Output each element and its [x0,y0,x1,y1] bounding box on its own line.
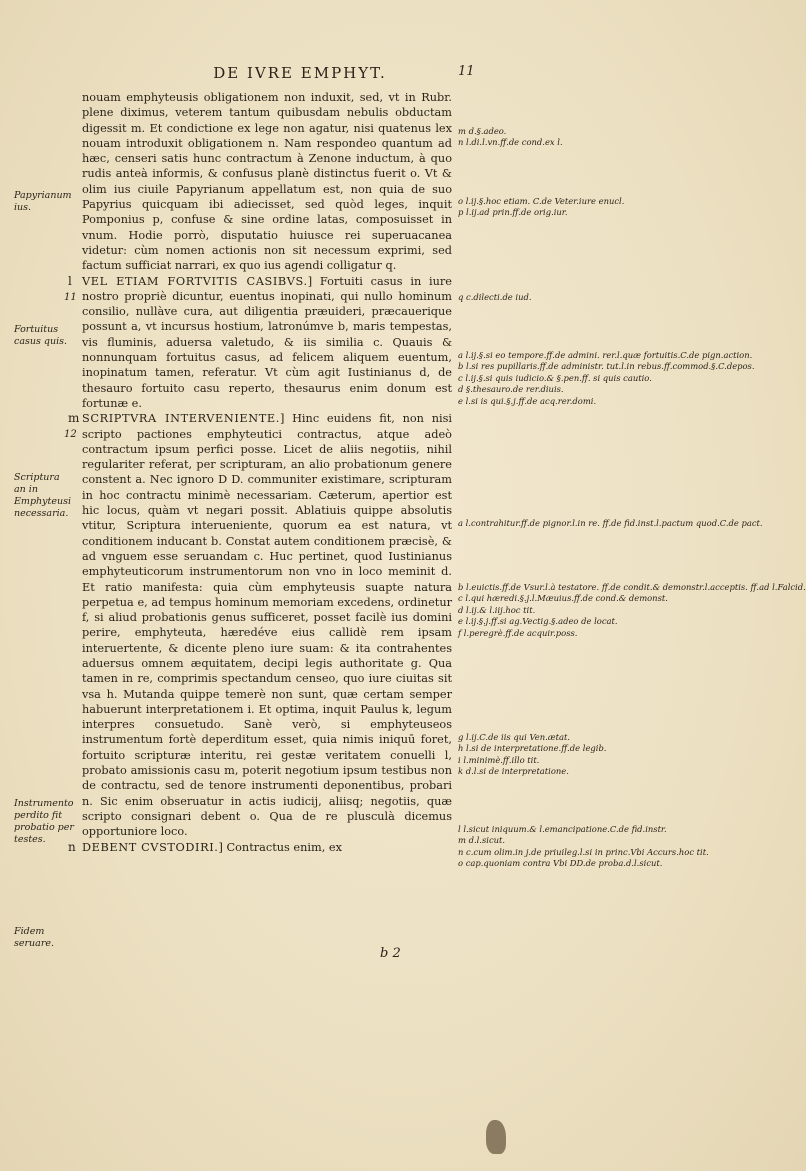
citations-group-1 [458,126,690,149]
citation: p l.ij.ad prin.ff.de orig.iur. [458,207,568,218]
signature-mark: b 2 [380,946,401,961]
citation: f l.peregrè.ff.de acquir.poss. [458,627,578,638]
paragraph-scriptura [64,411,452,839]
citation: d l.ij.& l.iij.hoc tit. [458,604,536,615]
citation: d §.thesauro.de rer.diuis. [458,384,564,395]
section-body: ] Contractus enim, ex [218,840,342,854]
section-letter: m [68,411,80,426]
main-text [64,90,452,855]
left-note-fortuitus: Fortuitus casus quis. [14,324,68,347]
citations-group-2 [458,196,690,219]
citation: o l.ij.§.hoc etiam. C.de Veter.iure enucl. [458,196,625,206]
citation: a l.ij.§.si eo tempore.ff.de admini. rer.l.quæ fortuitis.C.de pign.action. [458,350,753,360]
section-letter: l [68,273,72,288]
citation: m d.§.adeo. [458,126,507,136]
citation: m d.l.sicut. [458,835,506,846]
citations-group-5 [458,518,763,529]
section-number: 12 [64,429,77,441]
citations-group-8 [458,824,709,870]
citation: o cap.quoniam contra Vbi DD.de proba.d.l.sicut. [458,858,663,869]
section-letter: n [68,839,76,854]
citation: h l.si de interpretatione.ff.de legib. [458,743,607,754]
citation: e l.si is qui.§.j.ff.de acq.rer.domi. [458,395,597,406]
paragraph-intro: nouam emphyteusis obligationem non induxit, sed, vt in Rubr. plene diximus, veterem tantum quibusdam nebulis obductam digessit m. Et condictione ex lege non agatur, nisi quatenus lex nouam introduxit obligationem n. Nam respondeo quantum ad hæc, censeri satis hunc contractum à Zenone inductum, à quo rudis anteà informis, & confusus planè distinctus fuerit o. Vt & olim ius ciuile Papyrianum appellatum est, non quia de suo Papyrius quicquam ibi adiecisset, sed quòd leges, inquit Pomponius p, confuse & sine ordine latas, composuisset in vnum. Hodie porrò, disputatio huiusce rei superuacanea videtur: cùm nomen actionis non sit necessum exprimi, sed factum sufficiat narrari, ex quo ius agendi colligatur q. [82,91,452,273]
paragraph-custodiri [68,839,452,855]
citation: k d.l.si de interpretatione. [458,766,569,777]
section-lemma: DEBENT CVSTODIRI. [82,840,219,854]
citation: q c.dilecti.de iud. [458,292,532,302]
citation: c l.ij.§.si quis iudicio.& §.pen.ff. si quis cautio. [458,372,652,383]
running-head: DE IVRE EMPHYT. [213,64,387,82]
citation: b l.si res pupillaris.ff.de administr. tut.l.in rebus.ff.commod.§.C.depos. [458,361,755,372]
citations-group-4 [458,350,755,407]
section-number: 11 [64,291,77,303]
page-number: 11 [458,64,475,79]
section-lemma: SCRIPTVRA INTERVENIENTE. [82,412,280,426]
section-body: ] Hinc euidens fit, non nisi scripto pactiones emphyteutici contractus, atque adeò contractum ipsum perfici posse. Licet de aliis negotiis, nihil regulariter referat, per scripturam, an alio probationum genere constent a. Nec ignoro D D. communiter existimare, scripturam in hoc contractu minimè necessariam. Cæterum, apertior est hic locus, quàm vt negari possit. Ablatiuis quippe absolutis vtitur, Scriptura interueniente, quorum ea est natura, vt conditionem inducant b. Constat autem conditionem præcisè, & ad vnguem esse seruandam c. Huc pertinet, quod Iustinianus emphyteuticorum instrumentorum non vno in loco meminit d. Et ratio manifesta: quia cùm emphyteusis suapte natura perpetua e, ad tempus hominum memoriam excedens, ordinetur f, si aliud probationis genus sufficeret, posset facilè ius domini perire, emphyteuta, hæredéve eius callidè rem ipsam interuertente, & dicente pleno iure suam: & ita contrahentes aduersus omnem æquitatem, decipi legis authoritate g. Qua tamen in re, comprimis spectandum censeo, quo iure ciuitas sit vsa h. Mutanda quippe temerè non sunt, quæ certam semper habuerunt interpretationem i. Et optima, inquit Paulus k, legum interpres consuetudo. Sanè verò, si emphyteuseos instrumentum fortè deperditum esset, quia nimis iniquū foret, fortuito scripturæ interitu, rei gestæ veritatem conuelli l, probato amissionis casu m, poterit negotium ipsum testibus non de contractu, sed de tenore instrumenti deponentibus, probari n. Sic enim obseruatur in actis iudicij, aliisq; negotiis, quæ scripto consignari debent o. Qua de re plusculà dicemus opportuniore loco. [82,412,452,839]
citation: e l.ij.§.j.ff.si ag.Vectig.§.adeo de locat. [458,616,618,627]
citation: n l.di.l.vn.ff.de cond.ex l. [458,137,563,148]
citation: a l.contrahitur.ff.de pignor.l.in re. ff.de fid.inst.l.pactum quod.C.de pact. [458,518,763,528]
section-lemma: VEL ETIAM FORTVITIS CASIBVS. [82,274,308,288]
ink-smudge [486,1120,506,1154]
citation: b l.euictis.ff.de Vsur.l.à testatore. ff.de condit.& demonstr.l.acceptis. ff.ad l.Falcid. [458,582,806,592]
left-note-scriptura: Scriptura an in Emphyteusi necessaria. [14,472,71,519]
citation: g l.ij.C.de iis qui Ven.ætat. [458,732,571,742]
citation: n c.cum olim.in j.de priuileg.l.si in princ.Vbi Accurs.hoc tit. [458,846,709,857]
paragraph-fortuitis [64,273,452,412]
citations-group-6 [458,582,806,639]
citation: i l.minimè.ff.illo tit. [458,754,540,765]
section-body: ] Fortuiti casus in iure nostro propriè dicuntur, euentus inopinati, qui nullo hominum consilio, nullàve cura, aut diligentia præuideri, præcauerique possunt a, vt incursus hostium, latronúmve b, maris tempestas, vis fluminis, aduersa valetudo, & iis similia c. Quauis & nonnunquam fortuitus casus, ad felicem aliquem euentum, inopinatum tamen, referatur. Vt cùm agit Iustinianus d, de thesauro fortuito casu reperto, thesaurus enim donum est fortunæ e. [82,274,452,410]
citation: c l.qui hæredi.§.j.l.Mæuius.ff.de cond.& demonst. [458,593,668,604]
citations-group-3 [458,292,690,303]
citations-group-7 [458,732,690,778]
left-note-fidem: Fidem seruare. [14,926,55,949]
left-note-papyrianum: Papyrianum ius. [14,190,72,213]
citation: l l.sicut iniquum.& l.emancipatione.C.de fid.instr. [458,824,667,834]
left-note-instrumento: Instrumento perdito fit probatio per testes. [14,798,74,845]
